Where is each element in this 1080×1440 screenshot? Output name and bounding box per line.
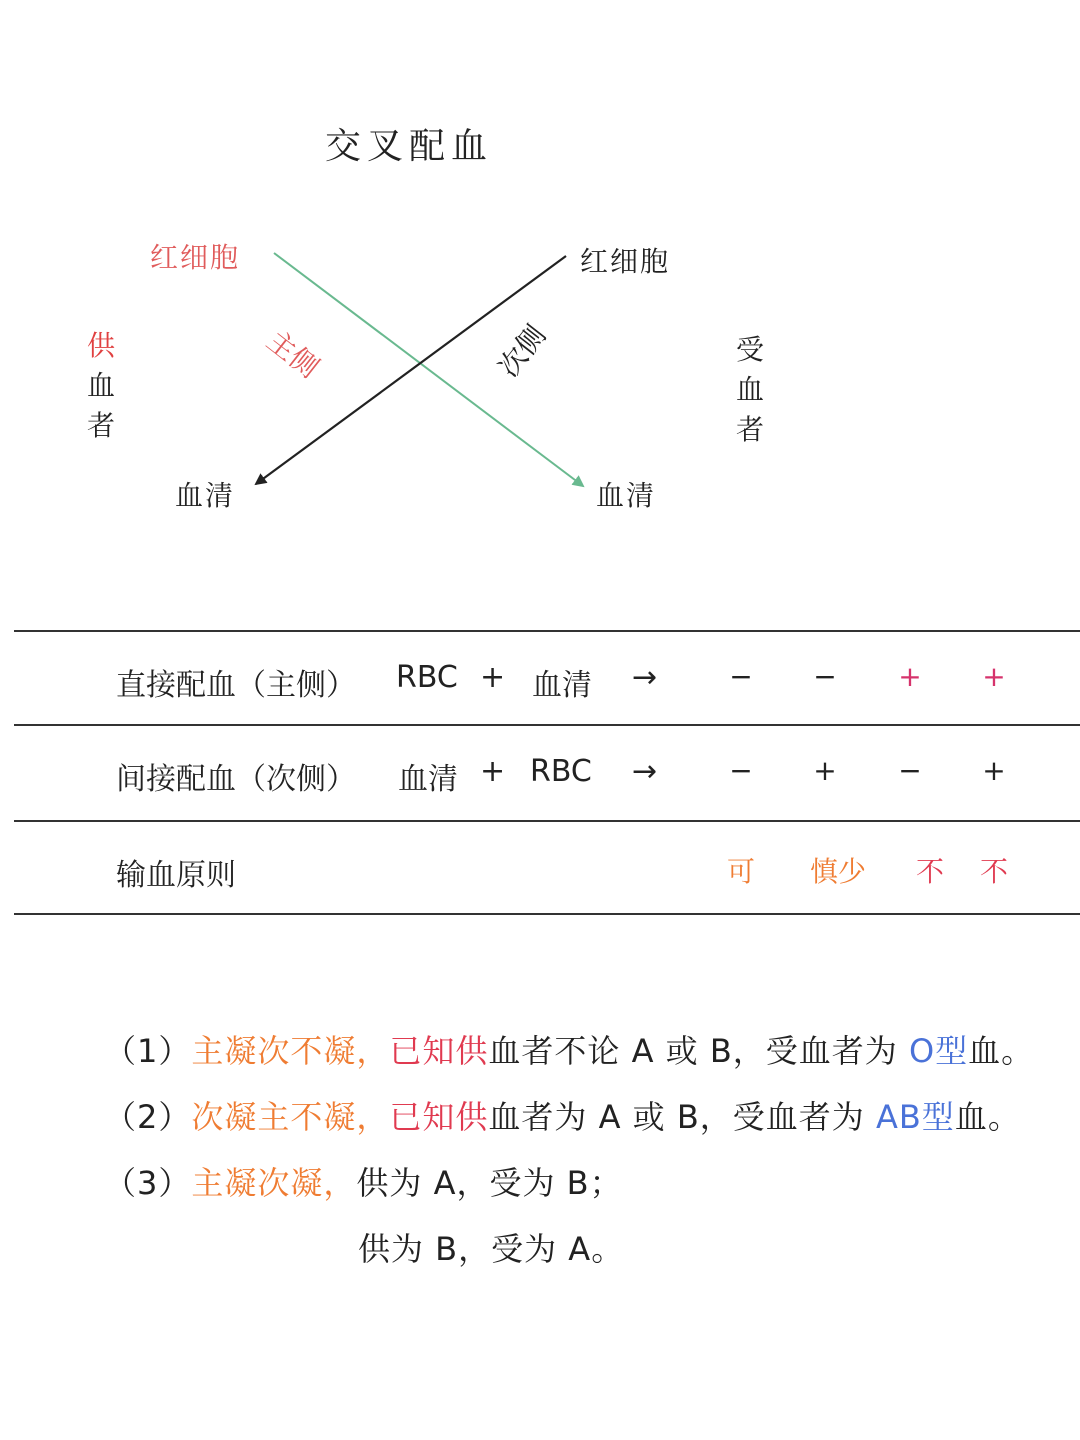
row-direct-formula-b: 血清 (532, 668, 592, 703)
note-3-index: （3） (104, 1164, 192, 1202)
note-2-type: AB (875, 1098, 922, 1136)
row-indirect-result-4: + (982, 754, 1006, 787)
row-direct-result-4: + (982, 660, 1006, 693)
table-rule-top (14, 630, 1080, 632)
major-side-arrow (274, 253, 583, 486)
note-1-index: （1） (104, 1032, 192, 1070)
row-indirect-formula-op: + (480, 754, 506, 789)
row-indirect-formula-b: RBC (530, 754, 592, 789)
row-principle-result-3: 不 (915, 855, 944, 888)
note-1-end: 血。 (968, 1032, 1035, 1070)
row-direct-result-3: + (898, 660, 922, 693)
major-side-label: 主侧 (260, 323, 326, 385)
row-principle-label: 输血原则 (116, 858, 236, 893)
recipient-vertical-label (733, 330, 767, 450)
row-direct-result-2: − (813, 660, 837, 693)
recipient-char-3: 者 (735, 413, 764, 446)
note-3-condition: 主凝次凝， (191, 1164, 357, 1202)
note-1-type: O (908, 1032, 936, 1070)
row-indirect-result-2: + (813, 754, 837, 787)
note-1-condition: 主凝次不凝， (191, 1032, 390, 1070)
donor-rbc-label: 红细胞 (150, 241, 241, 274)
note-1-body: 血者不论 A 或 B，受血者为 (488, 1032, 909, 1070)
recipient-rbc-label: 红细胞 (580, 245, 671, 278)
note-2-known: 已知供 (389, 1098, 489, 1136)
row-principle-result-4: 不 (979, 855, 1008, 888)
recipient-serum-label: 血清 (596, 479, 657, 512)
note-1-type-suffix: 型 (935, 1032, 969, 1070)
recipient-char-1: 受 (735, 333, 764, 366)
note-2 (104, 1092, 1021, 1138)
table-rule-bottom (14, 913, 1080, 915)
table-rule-2 (14, 820, 1080, 822)
donor-char-3: 者 (86, 409, 115, 442)
cross-match-diagram (0, 0, 1080, 560)
row-indirect-arrow: → (632, 754, 658, 789)
row-indirect-label: 间接配血（次侧） (116, 762, 356, 797)
row-indirect-result-1: − (729, 754, 753, 787)
row-indirect-formula-a: 血清 (398, 762, 458, 797)
row-principle-result-2: 慎少 (810, 855, 867, 888)
minor-side-label: 次侧 (491, 318, 553, 384)
note-3-body: 供为 A，受为 B； (356, 1164, 623, 1202)
note-1-known: 已知供 (389, 1032, 489, 1070)
row-direct-formula-op: + (480, 660, 506, 695)
donor-serum-label: 血清 (175, 479, 236, 512)
row-direct-result-1: − (729, 660, 753, 693)
note-3 (104, 1158, 623, 1204)
table-rule-1 (14, 724, 1080, 726)
row-direct-label: 直接配血（主侧） (116, 668, 356, 703)
recipient-char-2: 血 (735, 373, 764, 406)
donor-char-1: 供 (86, 329, 115, 362)
row-indirect-result-3: − (898, 754, 922, 787)
page-title: 交叉配血 (325, 126, 494, 167)
row-direct-formula-a: RBC (396, 660, 458, 695)
note-2-type-suffix: 型 (921, 1098, 955, 1136)
row-direct-arrow: → (632, 660, 658, 695)
note-1 (104, 1026, 1034, 1072)
row-principle-result-1: 可 (726, 855, 755, 888)
note-3-line-2: 供为 B，受为 A。 (358, 1230, 625, 1268)
note-2-condition: 次凝主不凝， (191, 1098, 390, 1136)
note-2-end: 血。 (954, 1098, 1021, 1136)
note-2-body: 血者为 A 或 B，受血者为 (488, 1098, 876, 1136)
donor-char-2: 血 (86, 369, 115, 402)
note-2-index: （2） (104, 1098, 192, 1136)
donor-vertical-label (84, 326, 118, 446)
